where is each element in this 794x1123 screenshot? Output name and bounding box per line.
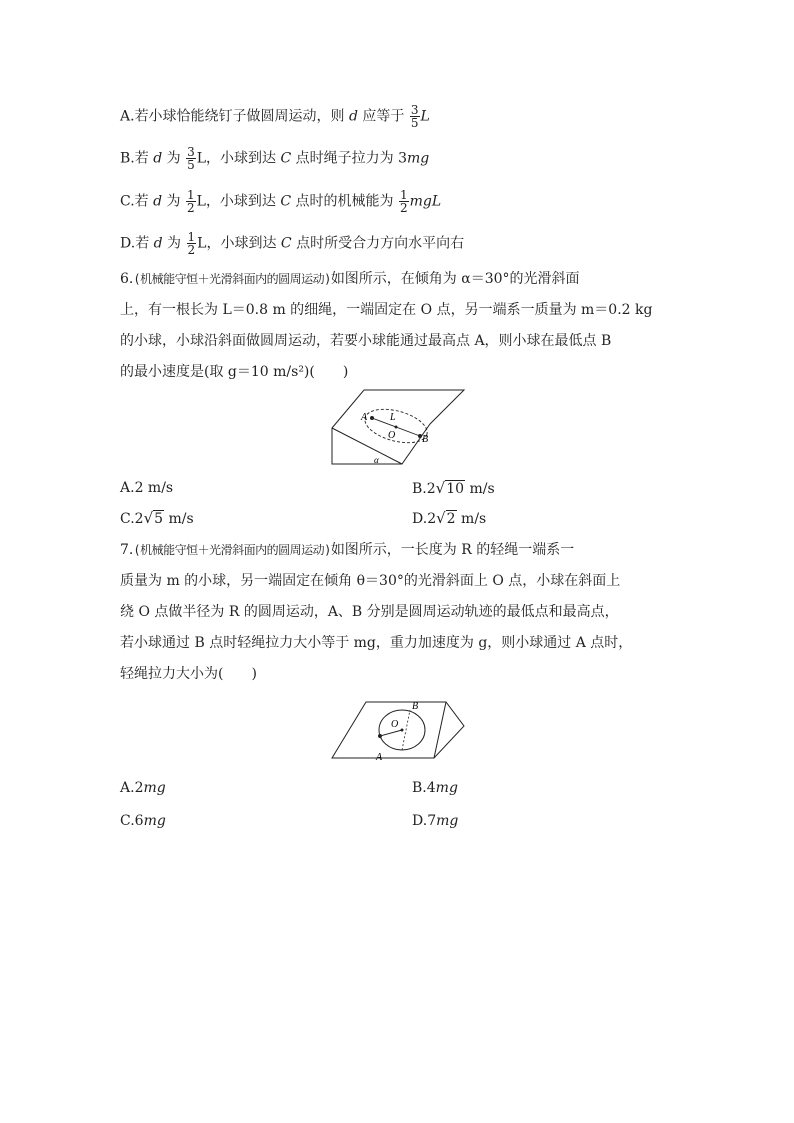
option-text: 为	[162, 150, 186, 167]
unit-mg: mg	[407, 150, 430, 167]
denominator: 2	[187, 243, 196, 257]
option-text: 点时所受合力方向水平向右	[291, 235, 465, 252]
q6-stem-line-3: 的小球，小球沿斜面做圆周运动，若要小球能通过最高点 A，则小球在最低点 B	[120, 333, 612, 349]
sqrt-icon: √	[435, 479, 446, 497]
q7-option-a	[120, 777, 166, 799]
variable-l: L	[420, 108, 430, 125]
q7-option-d	[412, 810, 458, 832]
unit-mg: mg	[435, 780, 458, 796]
variable-d: d	[153, 193, 163, 210]
numerator: 1	[400, 188, 408, 202]
coefficient: 2	[426, 481, 436, 497]
option-label: B.	[412, 780, 427, 796]
ball	[378, 734, 382, 738]
coefficient: 2	[427, 511, 437, 527]
question-text: 如图所示，一长度为 R 的轻绳一端系一	[330, 542, 575, 558]
sqrt-icon: √	[143, 509, 154, 527]
unit-mgl: mgL	[409, 193, 442, 210]
ball-a	[370, 416, 374, 420]
fraction	[187, 231, 197, 256]
question-number: 6.	[120, 271, 134, 287]
question-number: 7.	[120, 542, 134, 558]
pivot-o	[395, 426, 398, 429]
q6-option-d	[412, 507, 486, 530]
q7-stem-line-5: 轻绳拉力大小为( )	[120, 666, 257, 682]
coefficient: 6	[134, 813, 144, 829]
label-o: O	[391, 719, 399, 730]
label-l: L	[390, 412, 396, 423]
denominator: 2	[187, 201, 195, 215]
unit: m/s	[465, 481, 495, 497]
option-text: L，小球到达	[196, 150, 281, 167]
unit: m/s	[456, 511, 487, 527]
label-a: A	[361, 412, 368, 423]
question-text: 如图所示，在倾角为 α＝30°的光滑斜面	[330, 271, 580, 287]
incline-outline	[332, 390, 464, 464]
unit-mg: mg	[143, 780, 166, 796]
unit-mg: mg	[436, 813, 459, 829]
label-b: B	[422, 434, 429, 445]
q7-option-b	[412, 777, 458, 799]
q6-stem-line-1	[120, 268, 580, 290]
option-text: 应等于	[357, 108, 409, 125]
numerator: 1	[187, 188, 195, 202]
topic-tag: (机械能守恒＋光滑斜面内的圆周运动)	[133, 543, 331, 557]
point-c: C	[280, 235, 292, 252]
option-label: A.	[120, 480, 135, 496]
numerator: 3	[187, 145, 195, 159]
q6-stem-line-2: 上，有一根长为 L＝0.8 m 的细绳，一端固定在 O 点，另一端系一质量为 m＝0.2 kg	[120, 302, 653, 318]
point-c: C	[280, 193, 292, 210]
fraction	[186, 189, 196, 214]
q6-option-a	[120, 477, 173, 499]
radicand: 10	[446, 481, 465, 497]
option-text: 若小球恰能绕钉子做圆周运动，则	[134, 108, 350, 125]
q6-stem-line-4: 的最小速度是(取 g＝10 m/s²)( )	[120, 364, 349, 380]
q5-option-b	[120, 146, 429, 171]
option-label: A.	[120, 780, 135, 796]
q6-option-c	[120, 507, 194, 530]
incline-edge	[434, 702, 446, 758]
denominator: 2	[400, 201, 408, 215]
option-text: 点时的机械能为	[291, 193, 399, 210]
coefficient: 4	[426, 780, 436, 796]
option-text: 若	[134, 193, 154, 210]
label-a: A	[376, 752, 383, 762]
option-label: D.	[412, 813, 428, 829]
q6-incline-figure	[328, 386, 468, 468]
q5-option-c	[120, 189, 441, 214]
q7-stem-line-3: 绕 O 点做半径为 R 的圆周运动，A、B 分别是圆周运动轨迹的最低点和最高点，	[120, 604, 619, 620]
label-o: O	[388, 430, 396, 441]
q5-option-a	[120, 104, 430, 129]
numerator: 1	[187, 230, 196, 244]
option-label: B.	[412, 481, 427, 497]
option-text: 若	[135, 235, 154, 252]
option-text: 为	[162, 193, 185, 210]
q7-stem-line-4: 若小球通过 B 点时轻绳拉力大小等于 mg，重力加速度为 g，则小球通过 A 点时，	[120, 635, 633, 651]
option-label: D.	[120, 235, 136, 252]
label-alpha: α	[374, 455, 379, 465]
option-label: C.	[120, 193, 135, 210]
pivot-o	[401, 729, 404, 732]
q7-incline-figure	[330, 698, 470, 762]
variable-d: d	[153, 235, 163, 252]
option-label: C.	[120, 511, 135, 527]
q7-option-c	[120, 810, 166, 832]
option-value: 2 m/s	[134, 480, 174, 496]
rope-line	[380, 730, 402, 736]
q7-stem-line-2: 质量为 m 的小球，另一端固定在倾角 θ＝30°的光滑斜面上 O 点，小球在斜面上	[120, 573, 621, 589]
option-label: D.	[412, 511, 428, 527]
option-text: L，小球到达	[196, 193, 281, 210]
fraction	[410, 104, 420, 129]
option-text: L，小球到达	[197, 235, 281, 252]
coefficient: 2	[134, 780, 144, 796]
denominator: 5	[410, 116, 419, 130]
variable-d: d	[153, 150, 163, 167]
label-b: B	[412, 701, 419, 712]
topic-tag: (机械能守恒＋光滑斜面内的圆周运动)	[133, 272, 331, 286]
sqrt-icon: √	[436, 509, 446, 527]
coefficient: 7	[427, 813, 437, 829]
radicand: 5	[154, 511, 164, 527]
fraction	[399, 189, 409, 214]
q5-option-d	[120, 231, 464, 256]
option-label: B.	[120, 150, 135, 167]
option-text: 为	[162, 235, 186, 252]
option-label: A.	[120, 108, 135, 125]
fraction	[186, 146, 196, 171]
unit: m/s	[164, 511, 194, 527]
q6-option-b	[412, 477, 495, 500]
coefficient: 2	[134, 511, 144, 527]
unit-mg: mg	[143, 813, 166, 829]
q7-stem-line-1	[120, 539, 574, 561]
radicand: 2	[446, 511, 456, 527]
denominator: 5	[187, 158, 195, 172]
option-text: 点时绳子拉力为 3	[291, 150, 407, 167]
numerator: 3	[410, 103, 419, 117]
option-label: C.	[120, 813, 135, 829]
point-c: C	[280, 150, 292, 167]
variable-d: d	[349, 108, 358, 125]
option-text: 若	[134, 150, 154, 167]
